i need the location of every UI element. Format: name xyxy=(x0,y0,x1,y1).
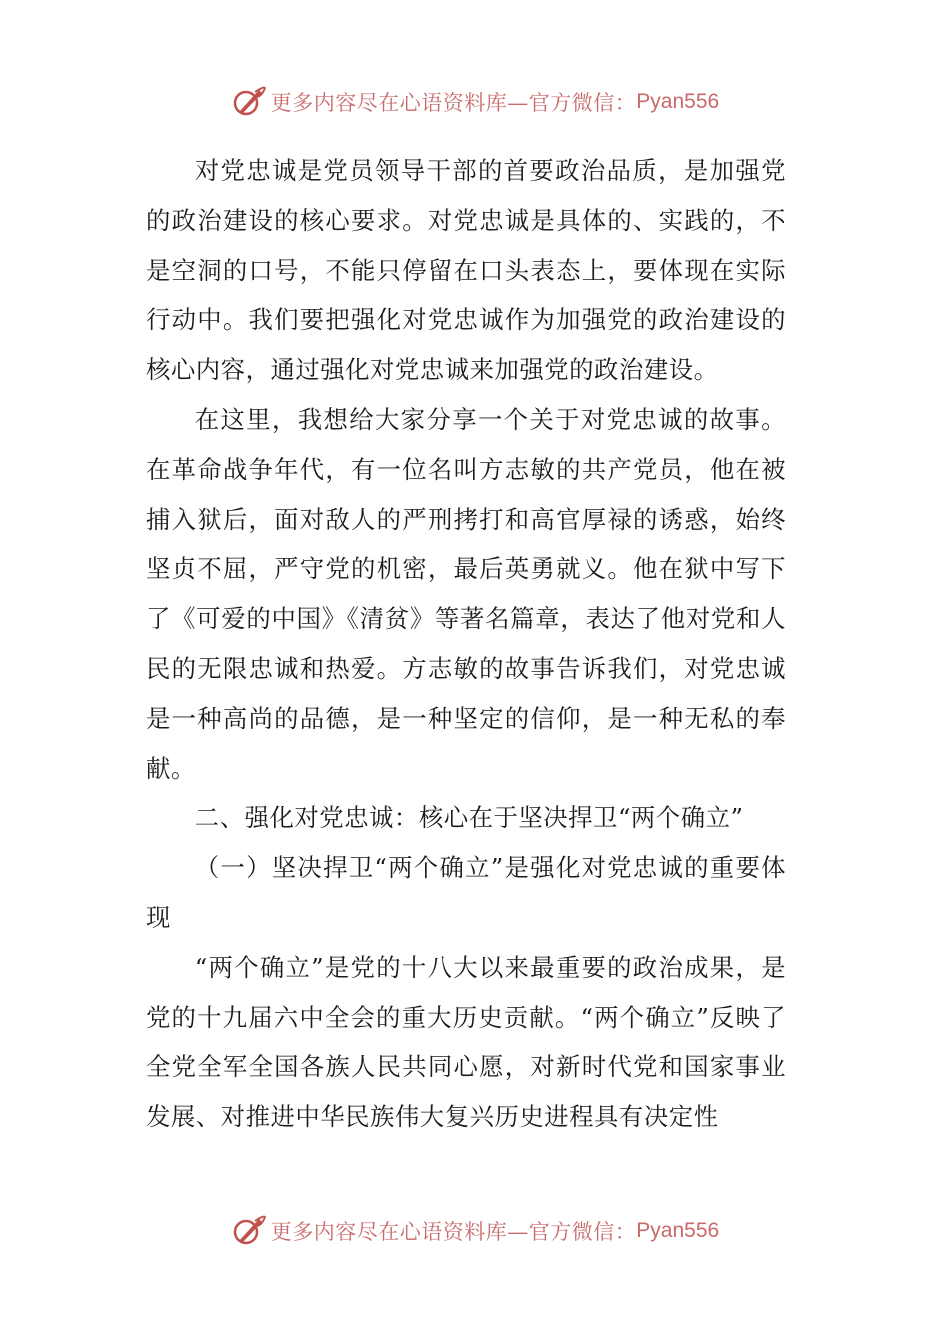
header-banner xyxy=(0,82,950,122)
banner-handle: Pyan556 xyxy=(636,1219,720,1242)
subsection-heading: （一）坚决捍卫“两个确立”是强化对党忠诚的重要体现 xyxy=(146,853,786,932)
banner-text: 更多内容尽在心语资料库—官方微信： xyxy=(270,1220,637,1244)
quill-logo-icon xyxy=(231,84,267,120)
paragraph: 在这里，我想给大家分享一个关于对党忠诚的故事。在革命战争年代，有一位名叫方志敏的共产党员，他在被捕入狱后，面对敌人的严刑拷打和高官厚禄的诱惑，始终坚贞不屈，严守党的机密，最后英勇就义。他在狱中写下了《可爱的中国》《清贫》等著名篇章，表达了他对党和人民的无限忠诚和热爱。方志敏的故事告诉我们，对党忠诚是一种高尚的品德，是一种坚定的信仰，是一种无私的奉献。 xyxy=(146,404,786,783)
banner-text: 更多内容尽在心语资料库—官方微信： xyxy=(270,91,637,115)
banner-handle: Pyan556 xyxy=(636,90,720,113)
document-body xyxy=(146,146,786,1142)
section-heading: 二、强化对党忠诚：核心在于坚决捍卫“两个确立” xyxy=(194,803,744,833)
footer-banner xyxy=(0,1211,950,1251)
paragraph: 对党忠诚是党员领导干部的首要政治品质，是加强党的政治建设的核心要求。对党忠诚是具体的、实践的，不是空洞的口号，不能只停留在口头表态上，要体现在实际行动中。我们要把强化对党忠诚作为加强党的政治建设的核心内容，通过强化对党忠诚来加强党的政治建设。 xyxy=(146,156,786,385)
paragraph: “两个确立”是党的十八大以来最重要的政治成果，是党的十九届六中全会的重大历史贡献。“两个确立”反映了全党全军全国各族人民共同心愿，对新时代党和国家事业发展、对推进中华民族伟大复兴历史进程具有决定性 xyxy=(146,952,786,1132)
quill-logo-icon xyxy=(231,1213,267,1249)
